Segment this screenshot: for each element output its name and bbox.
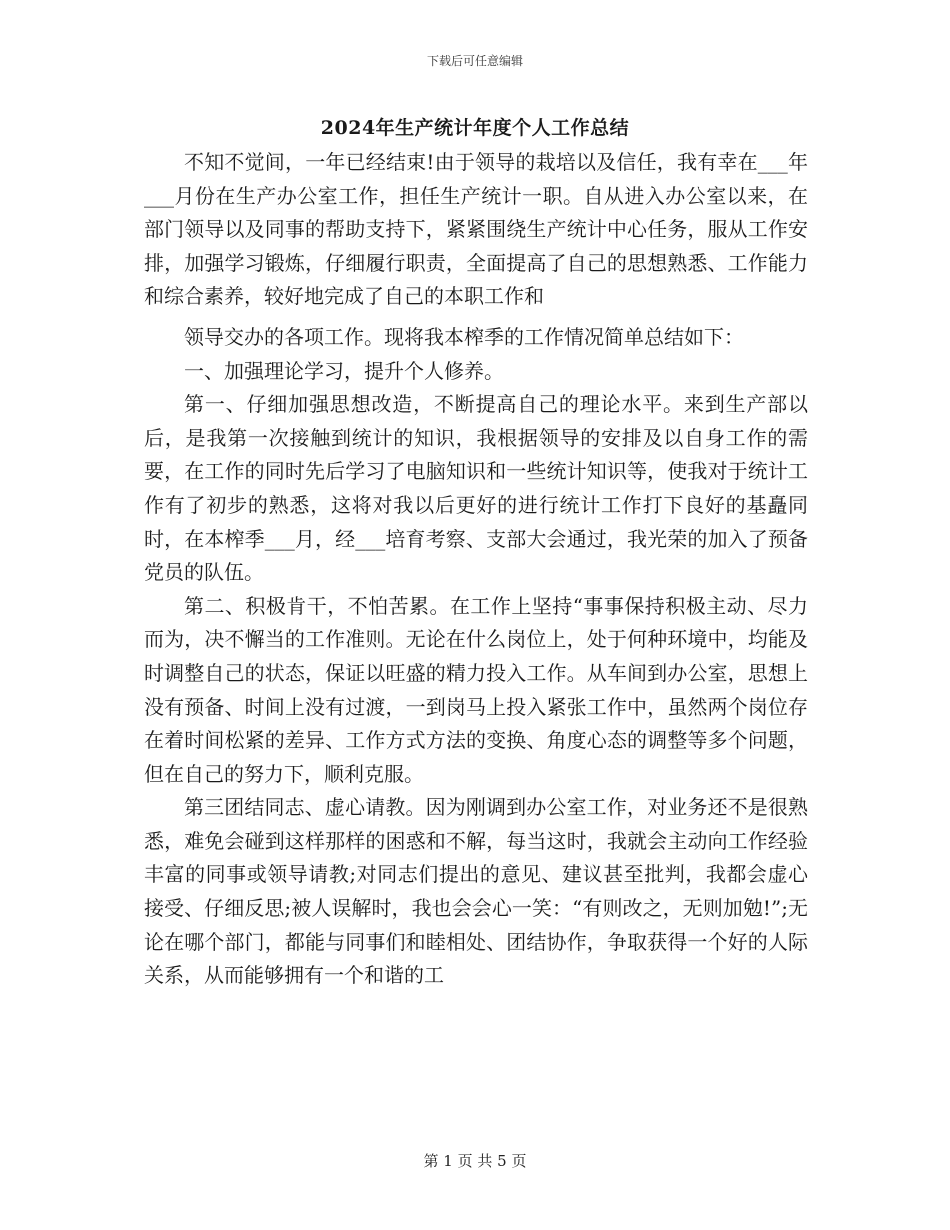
header-note: 下载后可任意编辑 [426,54,523,68]
paragraph-point-2: 第二、积极肯干，不怕苦累。在工作上坚持“事事保持积极主动、尽力而为，决不懈当的工作准则。无论在什么岗位上，处于何种环境中，均能及时调整自己的状态，保证以旺盛的精力投入工作。从车间到办公室，思想上没有预备、时间上没有过渡，一到岗马上投入紧张工作中，虽然两个岗位存在着时间松紧的差异、工作方式方法的变换、角度心态的调整等多个问题，但在自己的努力下，顺利克服。 [144,593,808,786]
paragraph-point-1: 第一、仔细加强思想改造，不断提高自己的理论水平。来到生产部以后，是我第一次接触到统计的知识，我根据领导的安排及以自身工作的需要，在工作的同时先后学习了电脑知识和一些统计知识等，使我对于统计工作有了初步的熟悉，这将对我以后更好的进行统计工作打下良好的基矗同时，在本榨季___月，经___培育考察、支部大会通过，我光荣的加入了预备党员的队伍。 [144,392,808,585]
document-body [144,146,808,993]
section-heading-1: 一、加强理论学习，提升个人修养。 [184,358,504,383]
page-number-footer: 第 1 页 共 5 页 [423,1152,527,1170]
document-title: 2024年生产统计年度个人工作总结 [320,117,630,139]
paragraph-summary-lead: 领导交办的各项工作。现将我本榨季的工作情况简单总结如下： [184,324,744,349]
paragraph-intro: 不知不觉间，一年已经结束!由于领导的栽培以及信任，我有幸在___年___月份在生产办公室工作，担任生产统计一职。自从进入办公室以来，在部门领导以及同事的帮助支持下，紧紧围绕生产统计中心任务，服从工作安排，加强学习锻炼，仔细履行职责，全面提高了自己的思想熟悉、工作能力和综合素养，较好地完成了自己的本职工作和 [144,150,808,309]
paragraph-point-3: 第三团结同志、虚心请教。因为刚调到办公室工作，对业务还不是很熟悉，难免会碰到这样那样的困惑和不解，每当这时，我就会主动向工作经验丰富的同事或领导请教;对同志们提出的意见、建议甚至批判，我都会虚心接受、仔细反思;被人误解时，我也会会心一笑：“有则改之，无则加勉!”;无论在哪个部门，都能与同事们和睦相处、团结协作，争取获得一个好的人际关系，从而能够拥有一个和谐的工 [144,795,808,988]
